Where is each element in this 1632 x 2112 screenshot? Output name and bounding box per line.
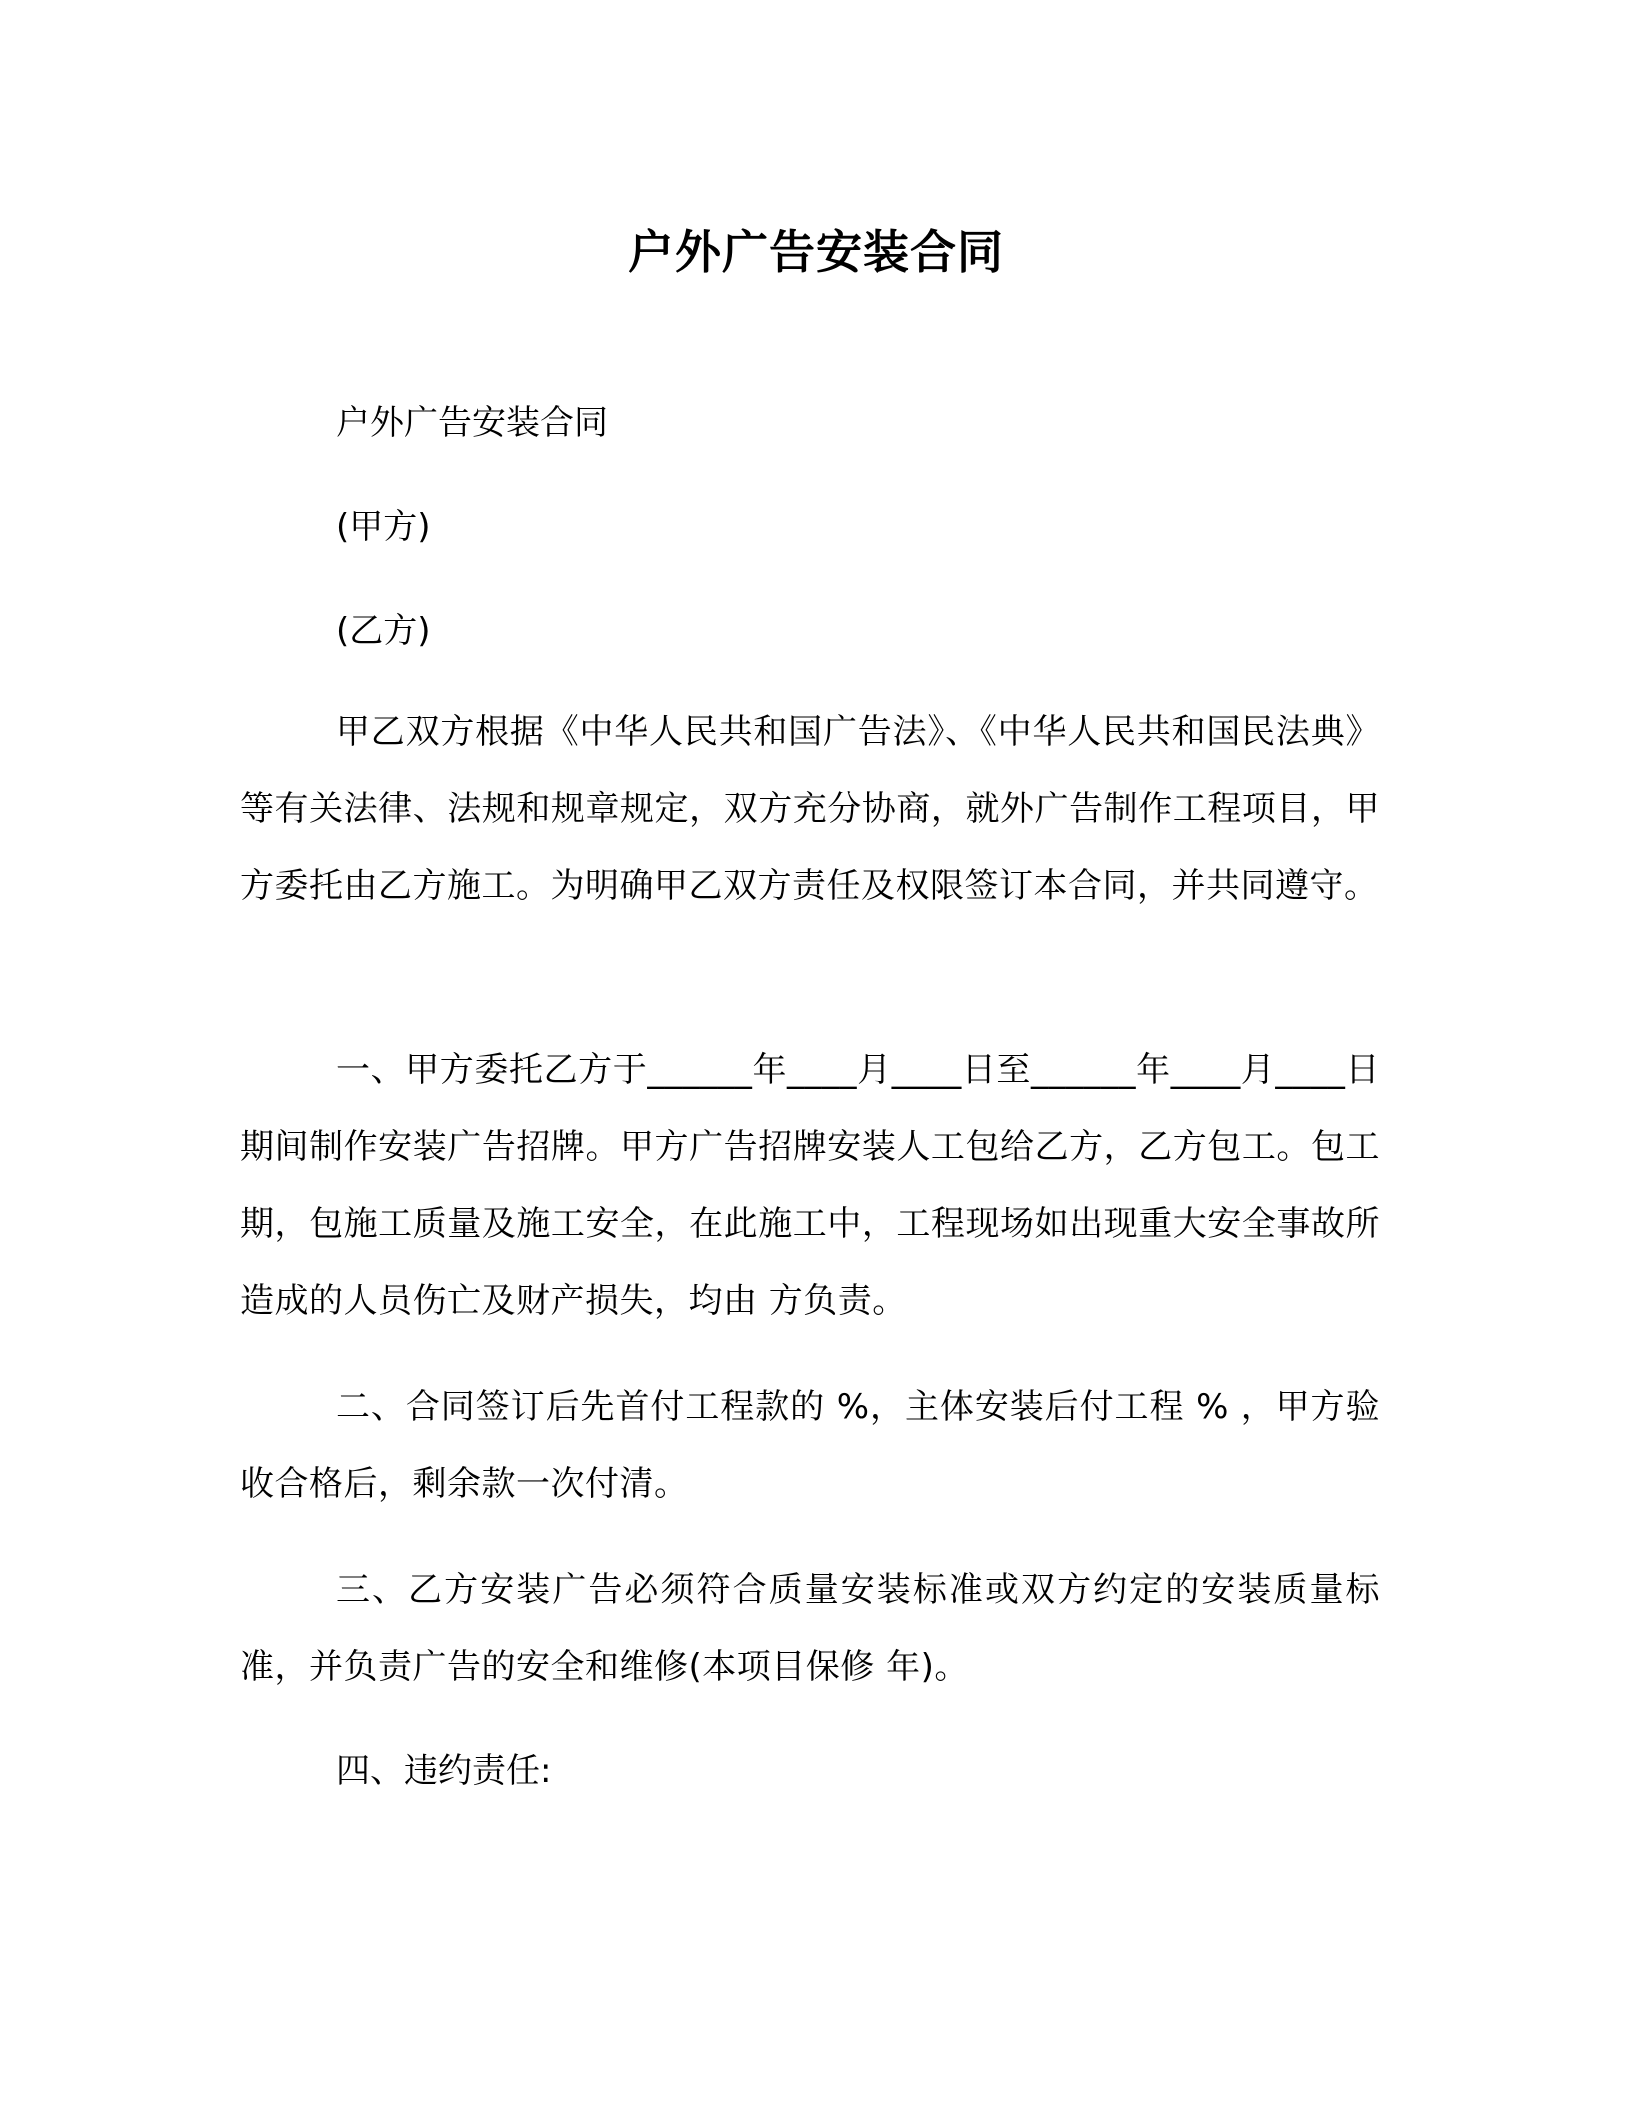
clause-4-heading: 四、违约责任: [336,1751,552,1791]
clause-2-block [240,1369,1380,1523]
clause-3-paragraph: 三、乙方安装广告必须符合质量安装标准或双方约定的安装质量标准，并负责广告的安全和维修(本项目保修 年)。 [240,1570,1380,1687]
clause-1-block [240,1032,1380,1340]
preamble-block [240,694,1380,925]
party-a-line: (甲方) [336,507,431,547]
clause-3-block [240,1552,1380,1706]
preamble-paragraph: 甲乙双方根据《中华人民共和国广告法》、《中华人民共和国民法典》等有关法律、法规和规章规定，双方充分协商，就外广告制作工程项目，甲方委托由乙方施工。为明确甲乙双方责任及权限签订本合同，并共同遵守。 [240,712,1380,906]
party-b-line: (乙方) [336,611,431,651]
document-title: 户外广告安装合同 [628,225,1004,279]
clause-1-paragraph: 一、甲方委托乙方于______年____月____日至______年____月____日期间制作安装广告招牌。甲方广告招牌安装人工包给乙方，乙方包工。包工期，包施工质量及施工安全，在此施工中，工程现场如出现重大安全事故所造成的人员伤亡及财产损失，均由 方负责。 [240,1050,1380,1321]
clause-2-paragraph: 二、合同签订后先首付工程款的 %，主体安装后付工程 % ，甲方验收合格后，剩余款一次付清。 [240,1387,1380,1504]
document-subtitle: 户外广告安装合同 [336,403,608,443]
